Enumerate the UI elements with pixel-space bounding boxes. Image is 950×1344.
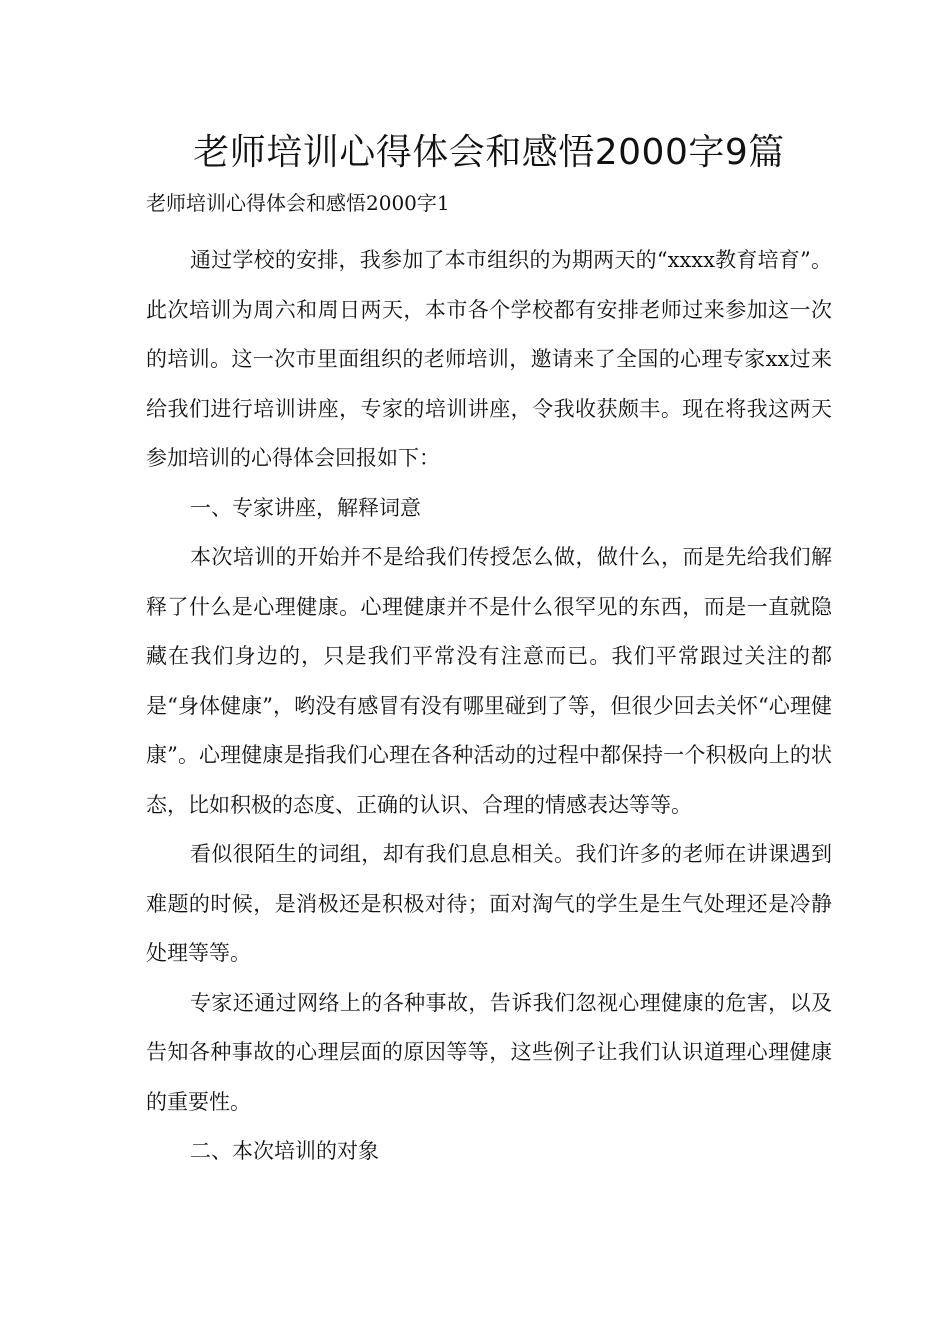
paragraph-intro: 通过学校的安排，我参加了本市组织的为期两天的“xxxx教育培育”。此次培训为周六和周日两天，本市各个学校都有安排老师过来参加这一次的培训。这一次市里面组织的老师培训，邀请来了全国的心理专家xx过来给我们进行培训讲座，专家的培训讲座，令我收获颇丰。现在将我这两天参加培训的心得体会回报如下： [146, 248, 832, 470]
section-heading-1: 一、专家讲座，解释词意 [190, 495, 421, 520]
paragraph-incident-examples: 专家还通过网络上的各种事故，告诉我们忽视心理健康的危害，以及告知各种事故的心理层面的原因等等，这些例子让我们认识道理心理健康的重要性。 [146, 990, 832, 1114]
document-body [146, 236, 832, 1177]
section-heading-2: 二、本次培训的对象 [190, 1139, 379, 1163]
document-subtitle: 老师培训心得体会和感悟2000字1 [146, 191, 450, 215]
paragraph-mental-health-definition: 本次培训的开始并不是给我们传授怎么做，做什么，而是先给我们解释了什么是心理健康。心理健康并不是什么很罕见的东西，而是一直就隐藏在我们身边的，只是我们平常没有注意而已。我们平常跟过关注的都是“身体健康”，哟没有感冒有没有哪里碰到了等，但很少回去关怀“心理健康”。心理健康是指我们心理在各种活动的过程中都保持一个积极向上的状态，比如积极的态度、正确的认识、合理的情感表达等等。 [146, 545, 832, 817]
paragraph-teacher-examples: 看似很陌生的词组，却有我们息息相关。我们许多的老师在讲课遇到难题的时候，是消极还是积极对待；面对淘气的学生是生气处理还是冷静处理等等。 [146, 842, 832, 965]
document-title: 老师培训心得体会和感悟2000字9篇 [193, 132, 785, 173]
